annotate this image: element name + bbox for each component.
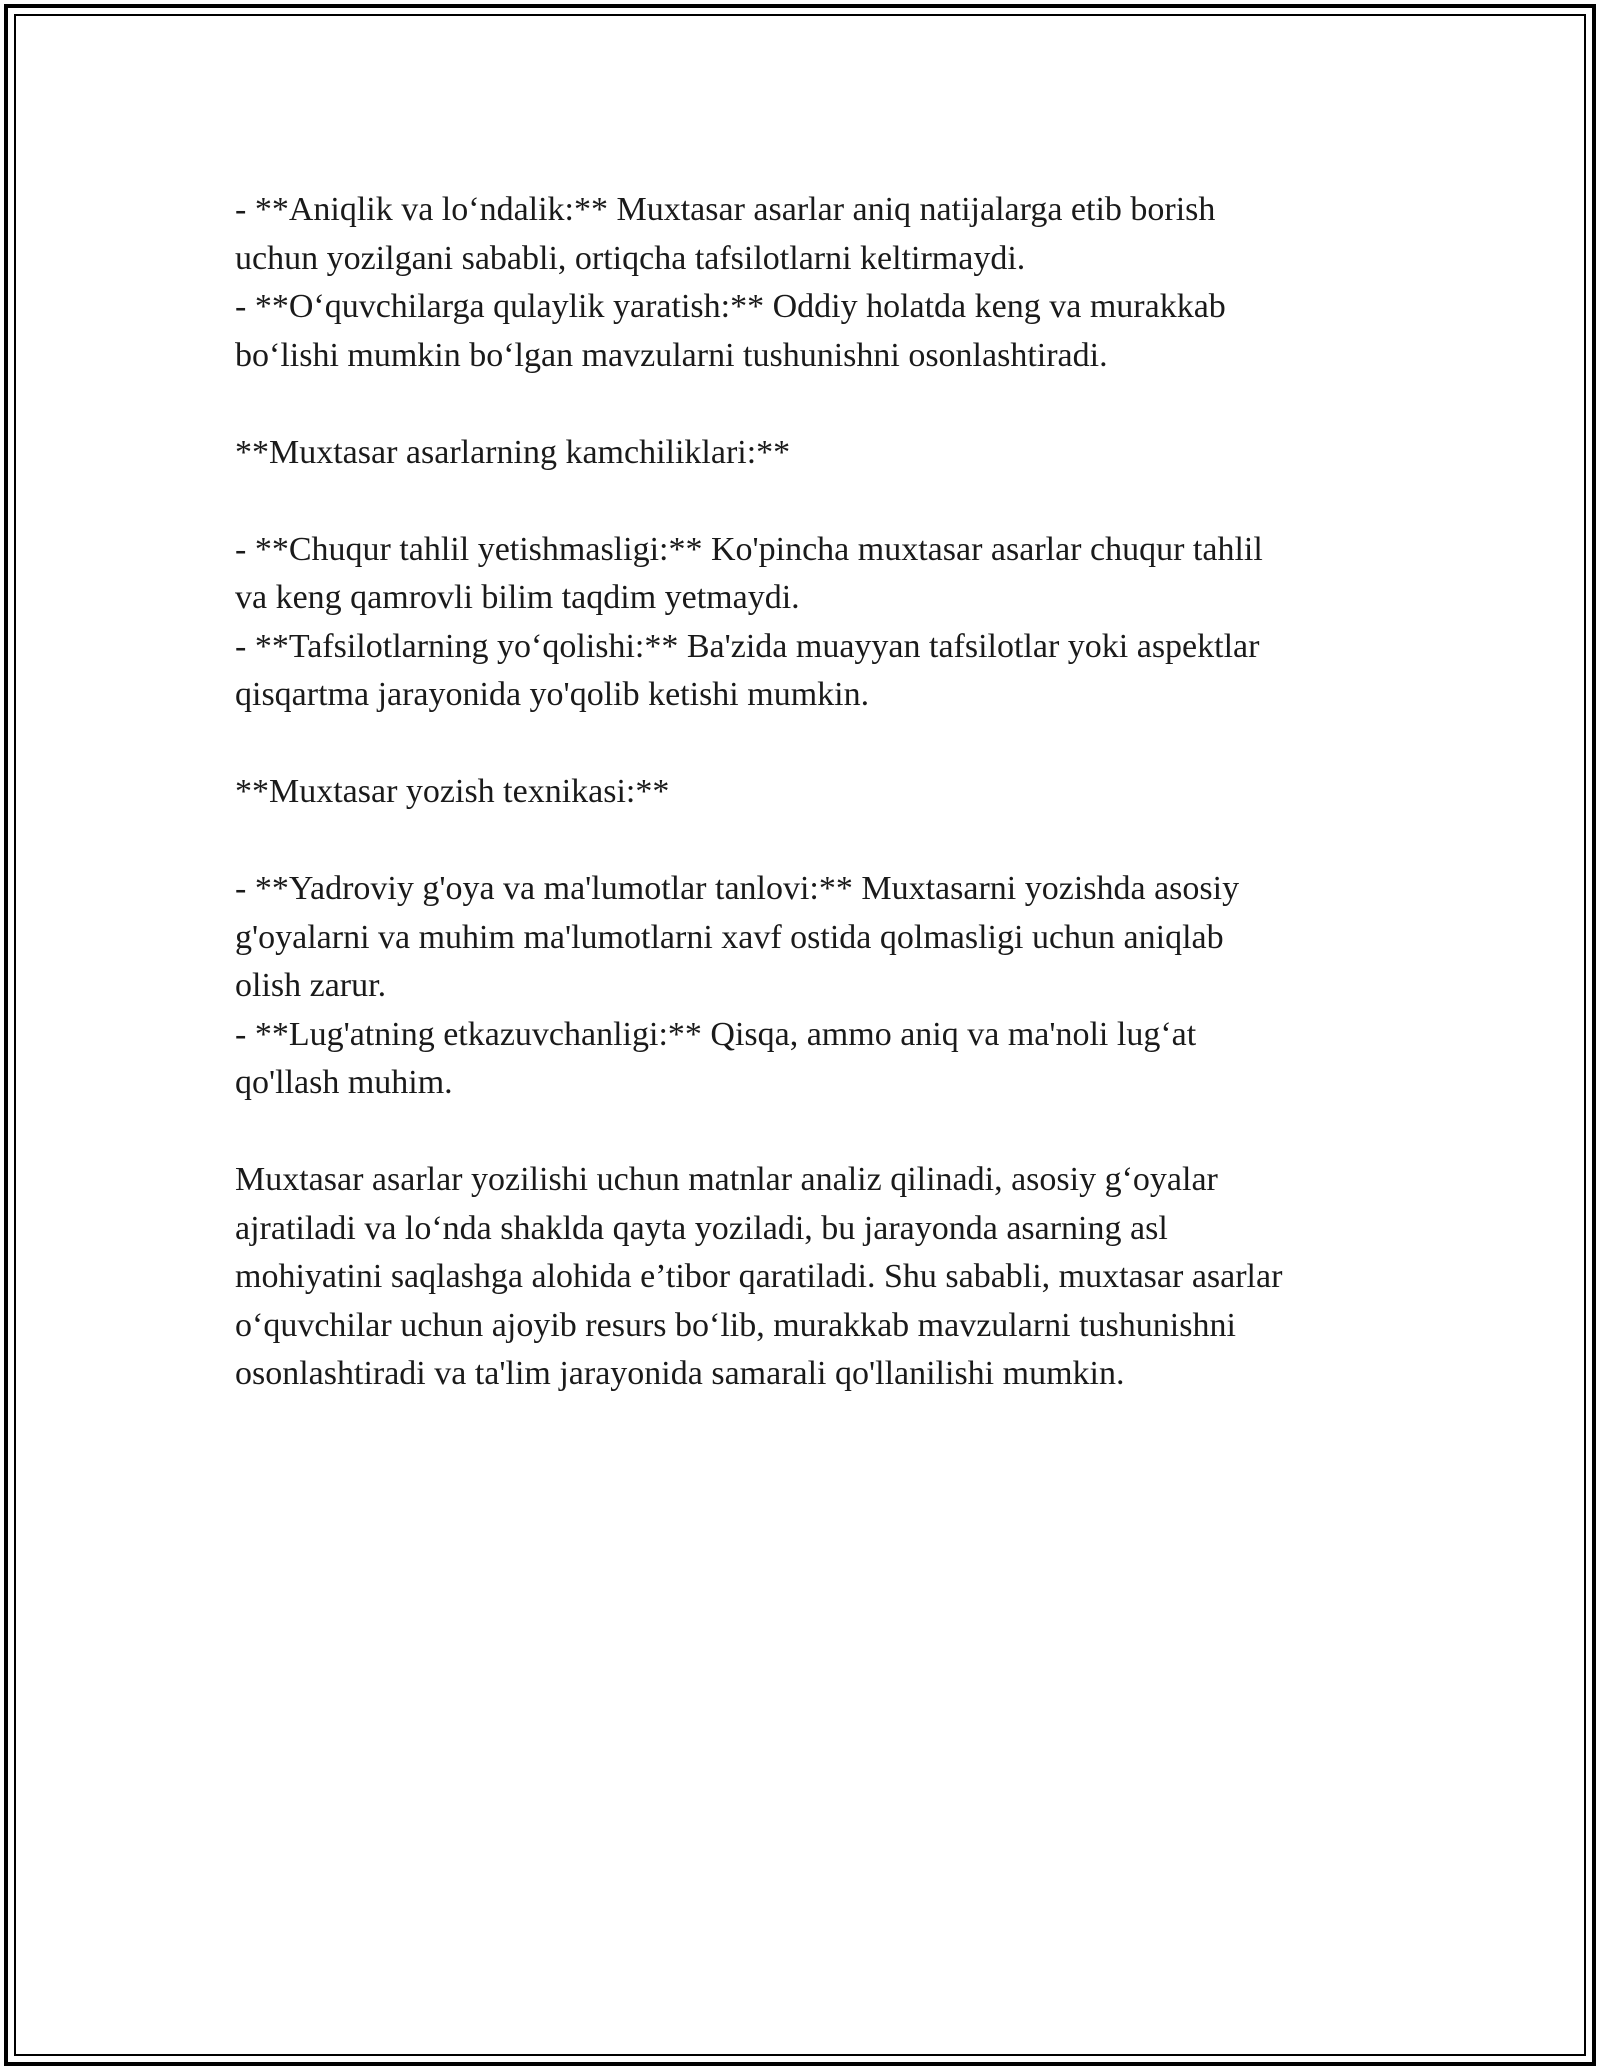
text-line: - **Aniqlik va lo‘ndalik:** Muxtasar asarlar aniq natijalarga etib borish (235, 191, 1216, 228)
text-line: - **Tafsilotlarning yo‘qolishi:** Ba'zida muayyan tafsilotlar yoki aspektlar (235, 627, 1260, 665)
text-line: olish zarur. (235, 967, 387, 1004)
text-line: va keng qamrovli bilim taqdim yetmaydi. (235, 579, 800, 616)
text-line: - **Lug'atning etkazuvchanligi:** Qisqa, ammo aniq va ma'noli lug‘at (235, 1015, 1197, 1053)
text-line: o‘quvchilar uchun ajoyib resurs bo‘lib, murakkab mavzularni tushunishni (235, 1306, 1236, 1344)
paragraph-gap (235, 1108, 1385, 1157)
text-line: - **Chuqur tahlil yetishmasligi:** Ko'pincha muxtasar asarlar chuqur tahlil (235, 530, 1263, 568)
paragraph-gap (235, 380, 1385, 429)
paragraph-gap (235, 817, 1385, 866)
paragraph-gap (235, 720, 1385, 769)
document-body (235, 186, 1385, 1399)
text-line: Muxtasar asarlar yozilishi uchun matnlar analiz qilinadi, asosiy g‘oyalar (235, 1161, 1218, 1198)
paragraph-gap (235, 477, 1385, 526)
text-line: osonlashtiradi va ta'lim jarayonida samarali qo'llanilishi mumkin. (235, 1355, 1125, 1392)
text-line: - **O‘quvchilarga qulaylik yaratish:** Oddiy holatda keng va murakkab (235, 288, 1226, 325)
text-line: g'oyalarni va muhim ma'lumotlarni xavf ostida qolmasligi uchun aniqlab (235, 918, 1224, 956)
text-line: - **Yadroviy g'oya va ma'lumotlar tanlovi:** Muxtasarni yozishda asosiy (235, 870, 1240, 907)
text-line: qo'llash muhim. (235, 1064, 453, 1101)
text-line: ajratiladi va lo‘nda shaklda qayta yoziladi, bu jarayonda asarning asl (235, 1209, 1168, 1247)
text-line: qisqartma jarayonida yo'qolib ketishi mumkin. (235, 676, 870, 713)
text-line: mohiyatini saqlashga alohida e’tibor qaratiladi. Shu sababli, muxtasar asarlar (235, 1258, 1283, 1295)
section-heading-technique: **Muxtasar yozish texnikasi:** (235, 773, 670, 810)
section-heading-disadvantages: **Muxtasar asarlarning kamchiliklari:** (235, 433, 791, 471)
text-line: uchun yozilgani sababli, ortiqcha tafsilotlarni keltirmaydi. (235, 239, 1026, 277)
text-line: bo‘lishi mumkin bo‘lgan mavzularni tushunishni osonlashtiradi. (235, 336, 1108, 374)
